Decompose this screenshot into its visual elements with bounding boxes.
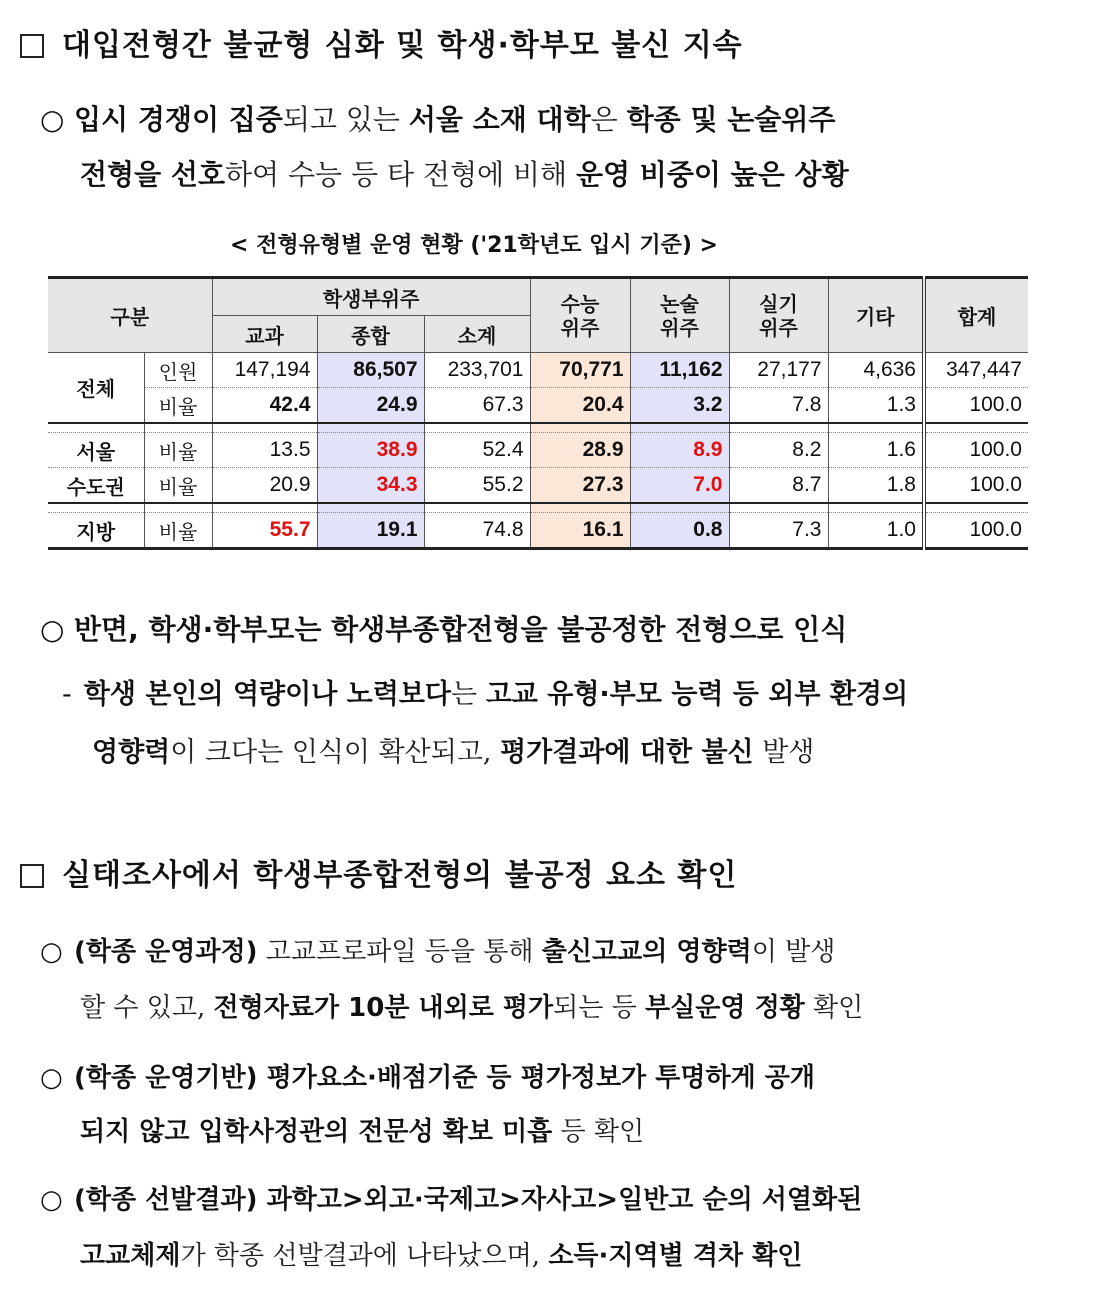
cell: 100.0 [924,513,1028,549]
paragraph-2-line-3 [92,733,814,773]
row-sub-ratio: 비율 [144,468,212,504]
row-label-local: 지방 [48,513,144,549]
text-plain: 확인 [804,993,864,1023]
cell: 8.9 [630,433,729,468]
cell: 1.6 [828,433,924,468]
header-gyogwa: 교과 [212,316,317,353]
header-suneung: 수능 위주 [530,278,630,353]
cell: 55.7 [212,513,317,549]
cell: 7.3 [729,513,828,549]
cell: 0.8 [630,513,729,549]
paragraph-1-line-2 [80,155,849,195]
header-sogye: 소계 [424,316,530,353]
text-plain: 이 발생 [751,937,836,967]
cell: 1.8 [828,468,924,504]
dash-icon: - [62,679,72,710]
paragraph-1-line-1 [40,100,835,140]
cell: 1.3 [828,388,924,424]
header-gita: 기타 [828,278,924,353]
text-plain: 고교프로파일 등을 통해 [257,937,542,967]
text-emphasis: 소득·지역별 격차 확인 [548,1241,803,1271]
checkbox-square-icon [20,34,44,58]
cell: 8.7 [729,468,828,504]
item-3-line-2 [80,1236,802,1276]
text-plain: 발생 [753,737,815,768]
cell: 7.8 [729,388,828,424]
text-emphasis: 고교체제 [80,1241,181,1271]
cell: 20.9 [212,468,317,504]
cell: 8.2 [729,433,828,468]
cell: 27,177 [729,353,828,388]
header-group: 구분 [48,278,212,353]
section-heading-2-text: 실태조사에서 학생부종합전형의 불공정 요소 확인 [62,858,738,893]
text-emphasis: 전형자료가 10분 내외로 평가 [213,993,554,1023]
cell: 52.4 [424,433,530,468]
cell: 100.0 [924,433,1028,468]
text-emphasis: 평가요소·배점기준 등 평가정보가 투명하게 공개 [257,1063,815,1093]
text-emphasis: 운영 비중이 높은 상황 [575,158,849,191]
text-emphasis: 학생 본인의 역량이나 노력보다 [83,679,452,710]
cell: 3.2 [630,388,729,424]
row-label-all: 전체 [48,353,144,424]
cell: 38.9 [317,433,424,468]
text-emphasis: 반면, 학생·학부모는 학생부종합전형을 불공정한 전형으로 인식 [74,613,848,646]
paragraph-2-line-2 [62,675,908,715]
text-plain: 가 학종 선발결과에 나타났으며, [180,1241,549,1271]
table-separator [48,423,1028,433]
text-plain: 는 [451,679,486,710]
cell: 27.3 [530,468,630,504]
text-emphasis: 서울 소재 대학 [408,103,591,136]
table-row [48,388,1028,424]
text-emphasis: 전형을 선호 [80,158,225,191]
row-sub-ratio: 비율 [144,388,212,424]
header-jonghap: 종합 [317,316,424,353]
text-emphasis: 고교 유형·부모 능력 등 외부 환경의 [485,679,909,710]
cell: 86,507 [317,353,424,388]
section-heading-1-text: 대입전형간 불균형 심화 및 학생·학부모 불신 지속 [62,28,743,63]
text-plain: 이 크다는 인식이 확산되고, [170,737,501,768]
admission-stats-table [48,276,1028,550]
row-label-metro: 수도권 [48,468,144,504]
cell: 55.2 [424,468,530,504]
cell: 28.9 [530,433,630,468]
table-row [48,433,1028,468]
cell: 147,194 [212,353,317,388]
cell: 74.8 [424,513,530,549]
header-nonsul: 논술 위주 [630,278,729,353]
cell: 24.9 [317,388,424,424]
section-heading-1 [20,20,743,64]
table-row [48,513,1028,549]
cell: 13.5 [212,433,317,468]
cell: 100.0 [924,468,1028,504]
table-row [48,468,1028,504]
cell: 70,771 [530,353,630,388]
cell: 16.1 [530,513,630,549]
cell: 34.3 [317,468,424,504]
text-emphasis: 출신고교의 영향력 [541,937,752,967]
text-plain: 등 확인 [552,1117,645,1147]
text-plain: 은 [590,103,627,136]
bullet-circle-icon: ○ [40,937,63,967]
cell: 19.1 [317,513,424,549]
text-emphasis: 되지 않고 입학사정관의 전문성 확보 미흡 [80,1117,553,1147]
paragraph-2-line-1 [40,610,847,650]
text-emphasis: 과학고>외고·국제고>자사고>일반고 순의 서열화된 [257,1185,863,1215]
cell: 1.0 [828,513,924,549]
text-plain: 하여 수능 등 타 전형에 비해 [225,158,576,191]
checkbox-square-icon [20,864,44,888]
text-plain: 되고 있는 [282,103,409,136]
header-total: 합계 [924,278,1028,353]
bullet-circle-icon: ○ [40,1185,63,1215]
row-sub-count: 인원 [144,353,212,388]
text-emphasis: 입시 경쟁이 집중 [74,103,283,136]
bullet-circle-icon: ○ [40,613,65,646]
cell: 67.3 [424,388,530,424]
item-2-line-1 [40,1058,815,1098]
cell: 100.0 [924,388,1028,424]
bullet-circle-icon: ○ [40,1063,63,1093]
cell: 233,701 [424,353,530,388]
cell: 42.4 [212,388,317,424]
cell: 347,447 [924,353,1028,388]
cell: 11,162 [630,353,729,388]
row-sub-ratio: 비율 [144,513,212,549]
text-plain: 되는 등 [553,993,646,1023]
row-sub-ratio: 비율 [144,433,212,468]
table-row [48,353,1028,388]
text-emphasis: (학종 운영기반) [74,1063,258,1093]
text-emphasis: (학종 선발결과) [74,1185,258,1215]
cell: 4,636 [828,353,924,388]
item-3-line-1 [40,1180,862,1220]
text-emphasis: 평가결과에 대한 불신 [500,737,754,768]
section-heading-2 [20,850,737,894]
item-2-line-2 [80,1112,644,1152]
item-1-line-2 [80,988,863,1028]
cell: 7.0 [630,468,729,504]
table-separator [48,503,1028,513]
table-caption: < 전형유형별 운영 현황 ('21학년도 입시 기준) > [230,233,718,258]
header-silgi: 실기 위주 [729,278,828,353]
text-plain: 할 수 있고, [80,993,214,1023]
item-1-line-1 [40,932,835,972]
header-hakbu: 학생부위주 [212,278,530,316]
text-emphasis: 부실운영 정황 [645,993,805,1023]
text-emphasis: (학종 운영과정) [74,937,258,967]
text-emphasis: 학종 및 논술위주 [626,103,836,136]
bullet-circle-icon: ○ [40,103,65,136]
cell: 20.4 [530,388,630,424]
row-label-seoul: 서울 [48,433,144,468]
text-emphasis: 영향력 [92,737,171,768]
